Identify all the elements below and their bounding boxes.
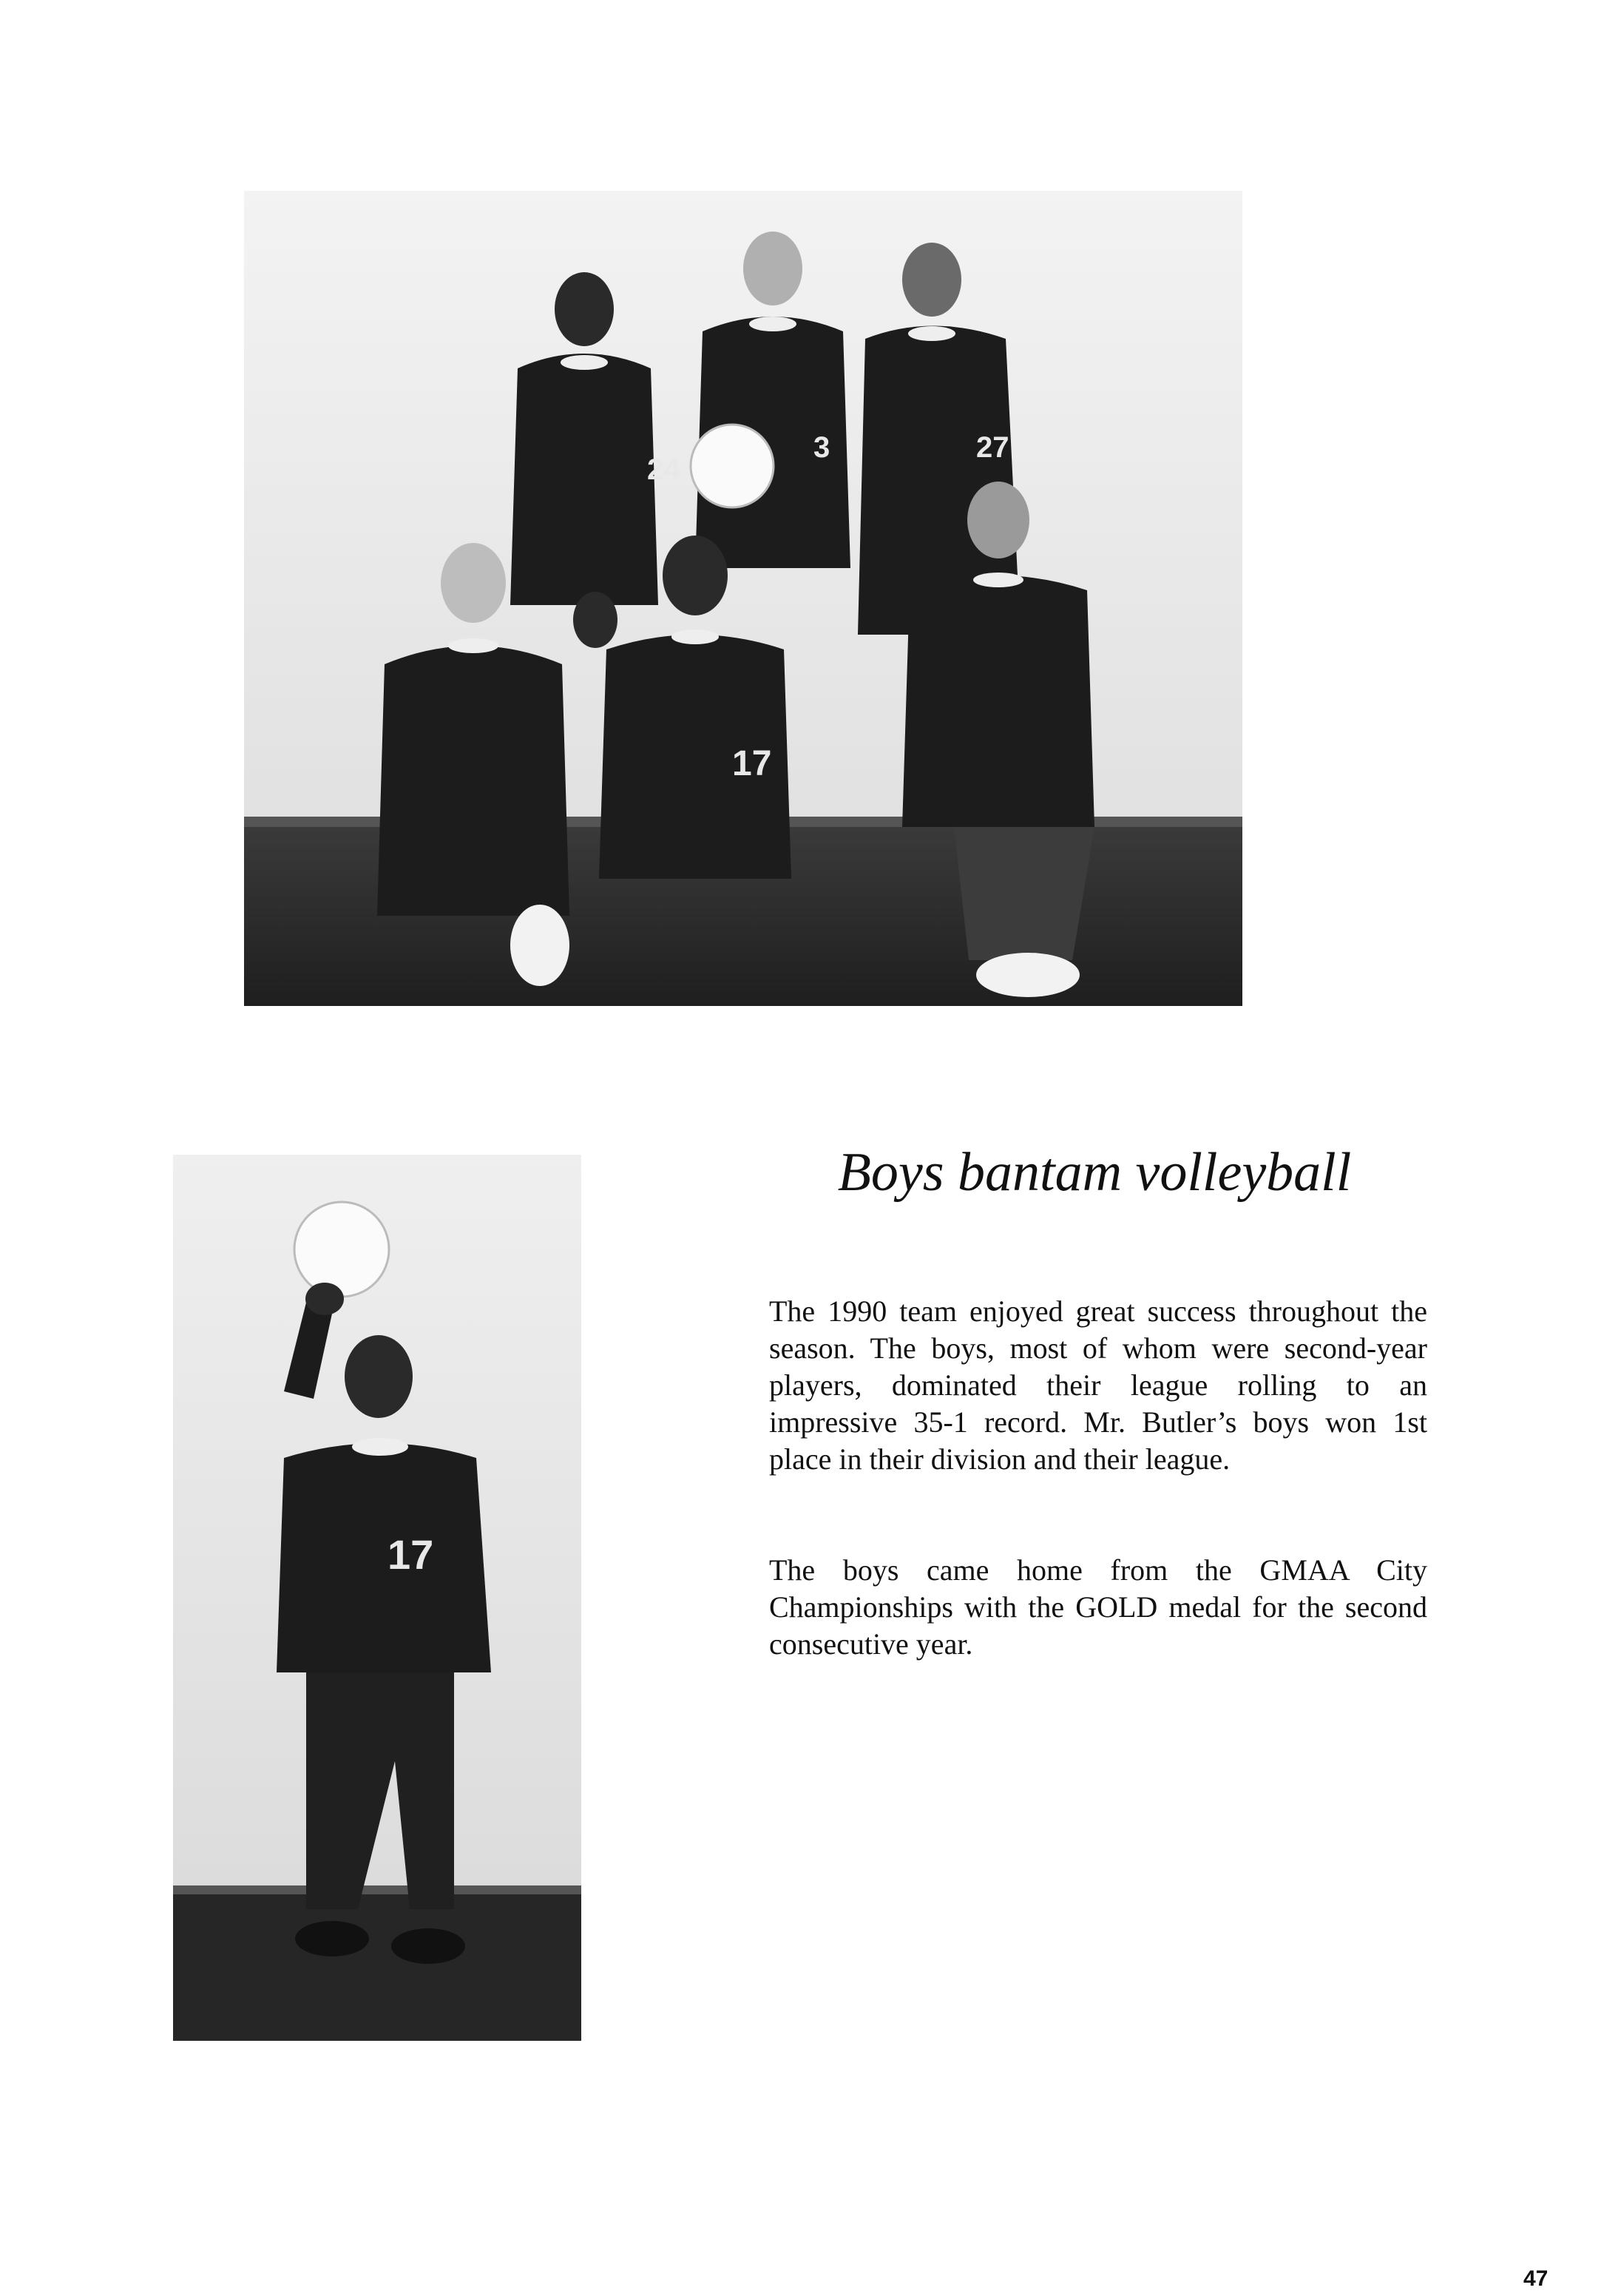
player-photo-image [173,1155,581,2041]
svg-text:3: 3 [813,431,830,464]
article-heading: Boys bantam volleyball [837,1142,1352,1203]
player-photo [173,1155,581,2041]
svg-text:27: 27 [976,431,1009,464]
article-paragraph-2: The boys came home from the GMAA City Championships with the GOLD medal for the second consecutive year. [769,1553,1427,1661]
svg-text:24: 24 [647,453,680,486]
svg-text:17: 17 [388,1531,434,1578]
team-photo [244,191,1242,1006]
page-number: 47 [1523,2266,1549,2291]
team-photo-image [244,191,1242,1006]
svg-text:17: 17 [732,744,772,783]
article-paragraph-1: The 1990 team enjoyed great success throughout the season. The boys, most of whom were second-year players, dominated their league rolling to an impressive 35-1 record. Mr. Butler’s boys won 1st place in their division and their league. [769,1294,1427,1476]
